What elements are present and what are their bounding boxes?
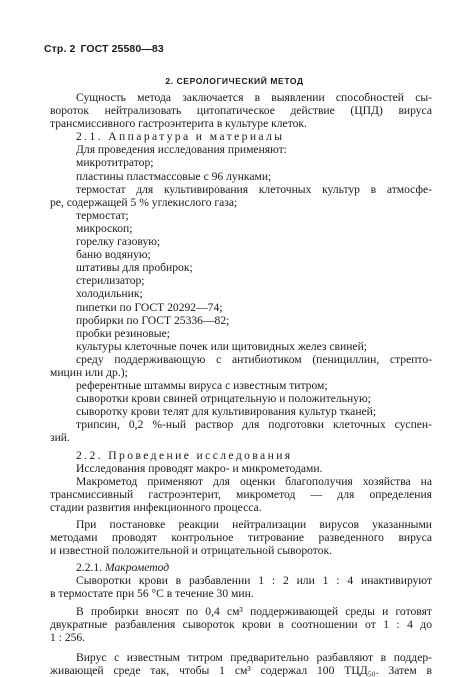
text-line: При постановке реакции нейтрализации вирусов указанными <box>76 518 432 531</box>
section-title: 2. СЕРОЛОГИЧЕСКИЙ МЕТОД <box>165 76 304 86</box>
text-line: 2.2.1. Макрометод <box>76 561 170 575</box>
text-line: 2.1. Аппаратура и материалы <box>76 130 285 144</box>
text-line: трансмиссивный гастроэнтерит, микрометод — для определения <box>50 487 432 501</box>
text-line: пипетки по ГОСТ 20292—74; <box>76 300 223 314</box>
text-line: трипсин, 0,2 %-ный раствор для подготовки клеточных суспен- <box>76 418 432 432</box>
text-line: штативы для пробирок; <box>76 261 193 275</box>
page-label: Стр. 2 <box>44 43 76 55</box>
text-line: культуры клеточные почек или щитовидных желез свиней; <box>76 339 367 353</box>
text-line: мицин или др.); <box>50 365 128 379</box>
text-line: стадии развития инфекционного процесса. <box>50 500 262 514</box>
text-line: двукратные разбавления сывороток крови в соотношении от 1 : 4 до <box>50 617 432 631</box>
text-line: пластины пластмассовые с 96 лунками; <box>76 169 272 183</box>
text-line: вороток нейтрализовать цитопатическое действие (ЦПД) вируса <box>50 104 432 118</box>
text-line: микроскоп; <box>76 221 133 235</box>
text-line: термостат для культивирования клеточных культур в атмосфе- <box>76 182 432 196</box>
text-line: Вирус с известным титром предварительно разбавляют в поддер- <box>76 650 432 664</box>
text-line: трансмиссивного гастроэнтерита в культуре клеток. <box>50 117 307 131</box>
page-header <box>44 43 164 55</box>
text-line: ре, содержащей 5 % углекислого газа; <box>50 195 238 209</box>
body-text <box>50 91 432 677</box>
text-line: В пробирки вносят по 0,4 см³ поддерживающей среды и готовят <box>76 604 432 618</box>
text-line: в термостате при 56 °C в течение 30 мин. <box>50 587 254 601</box>
text-line: Сыворотки крови в разбавлении 1 : 2 или 1 : 4 инактивируют <box>76 574 432 588</box>
text-line: живающей среде так, чтобы 1 см³ содержал 100 ТЦД₅₀. Затем в <box>50 663 432 677</box>
text-line: сыворотки крови свиней отрицательную и положительную; <box>76 392 371 406</box>
text-line: Для проведения исследования применяют: <box>76 143 287 157</box>
text-line: Макрометод применяют для оценки благополучия хозяйства на <box>76 474 432 488</box>
text-line: пробки резиновые; <box>76 326 170 340</box>
standard-number: ГОСТ 25580—83 <box>80 43 164 55</box>
text-line: зий. <box>50 431 70 445</box>
text-line: баню водяную; <box>76 248 151 262</box>
text-line: среду поддерживающую с антибиотиком (пенициллин, стрепто- <box>76 352 432 366</box>
text-line: 2.2. Проведение исследования <box>76 448 293 462</box>
text-line: горелку газовую; <box>76 235 161 249</box>
text-line: и известной положительной и отрицательной сывороток. <box>50 544 332 558</box>
text-line: методами проводят контрольное титрование разведенного вируса <box>50 531 432 545</box>
text-line: референтные штаммы вируса с известным титром; <box>76 379 328 393</box>
text-line: стерилизатор; <box>76 274 145 288</box>
text-line: микротитратор; <box>76 156 154 170</box>
text-line: Сущность метода заключается в выявлении способностей сы- <box>76 91 432 104</box>
text-line: термостат; <box>76 208 129 222</box>
text-line: холодильник; <box>76 287 143 301</box>
text-line: 1 : 256. <box>50 630 86 644</box>
text-line: Исследования проводят макро- и микрометодами. <box>76 461 323 475</box>
text-line: сыворотку крови телят для культивирования культур тканей; <box>76 405 377 419</box>
text-line: пробирки по ГОСТ 25336—82; <box>76 313 230 327</box>
